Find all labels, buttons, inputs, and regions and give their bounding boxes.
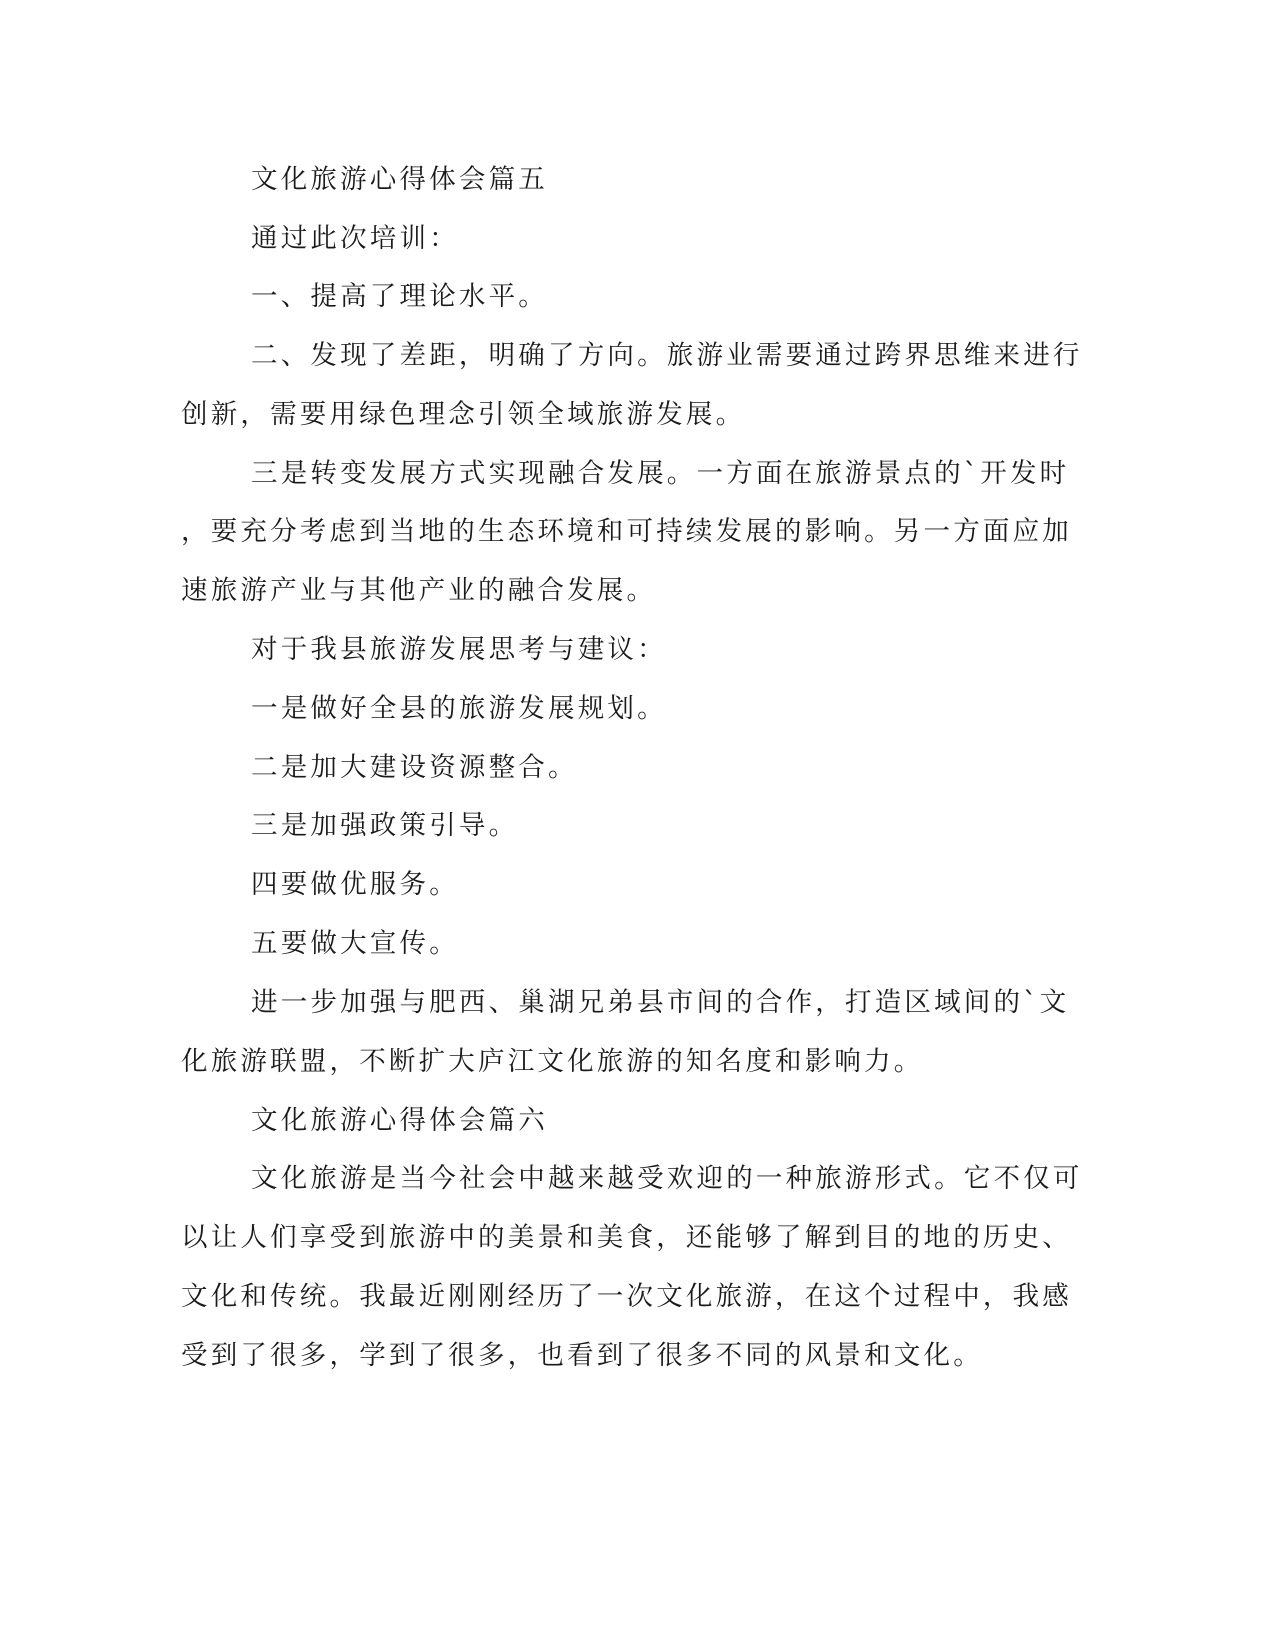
paragraph-line: 一、提高了理论水平。 <box>251 281 548 312</box>
paragraph-line: 化旅游联盟，不断扩大庐江文化旅游的知名度和影响力。 <box>181 1046 924 1077</box>
paragraph-line: 对于我县旅游发展思考与建议： <box>251 634 667 665</box>
paragraph-line: 一是做好全县的旅游发展规划。 <box>251 693 667 724</box>
paragraph-line: 受到了很多，学到了很多，也看到了很多不同的风景和文化。 <box>181 1340 983 1371</box>
paragraph-line: 通过此次培训： <box>251 223 459 254</box>
paragraph-line: 五要做大宣传。 <box>251 928 459 959</box>
paragraph-line: 速旅游产业与其他产业的融合发展。 <box>181 575 657 606</box>
paragraph-line: 进一步加强与肥西、巢湖兄弟县市间的合作，打造区域间的`文 <box>251 987 1070 1018</box>
paragraph-line: 文化旅游是当今社会中越来越受欢迎的一种旅游形式。它不仅可 <box>251 1163 1083 1194</box>
paragraph-line: 四要做优服务。 <box>251 869 459 900</box>
paragraph-line: 文化和传统。我最近刚刚经历了一次文化旅游，在这个过程中，我感 <box>181 1281 1072 1312</box>
paragraph-line: 三是转变发展方式实现融合发展。一方面在旅游景点的`开发时 <box>251 458 1070 489</box>
paragraph-line: 二是加大建设资源整合。 <box>251 752 578 783</box>
paragraph-line: ，要充分考虑到当地的生态环境和可持续发展的影响。另一方面应加 <box>181 516 1072 547</box>
paragraph-line: 以让人们享受到旅游中的美景和美食，还能够了解到目的地的历史、 <box>181 1222 1072 1253</box>
paragraph-line: 二、发现了差距，明确了方向。旅游业需要通过跨界思维来进行 <box>251 340 1083 371</box>
paragraph-line: 创新，需要用绿色理念引领全域旅游发展。 <box>181 399 746 430</box>
section-heading-5: 文化旅游心得体会篇五 <box>251 164 548 195</box>
paragraph-line: 三是加强政策引导。 <box>251 810 519 841</box>
section-heading-6: 文化旅游心得体会篇六 <box>251 1105 548 1136</box>
